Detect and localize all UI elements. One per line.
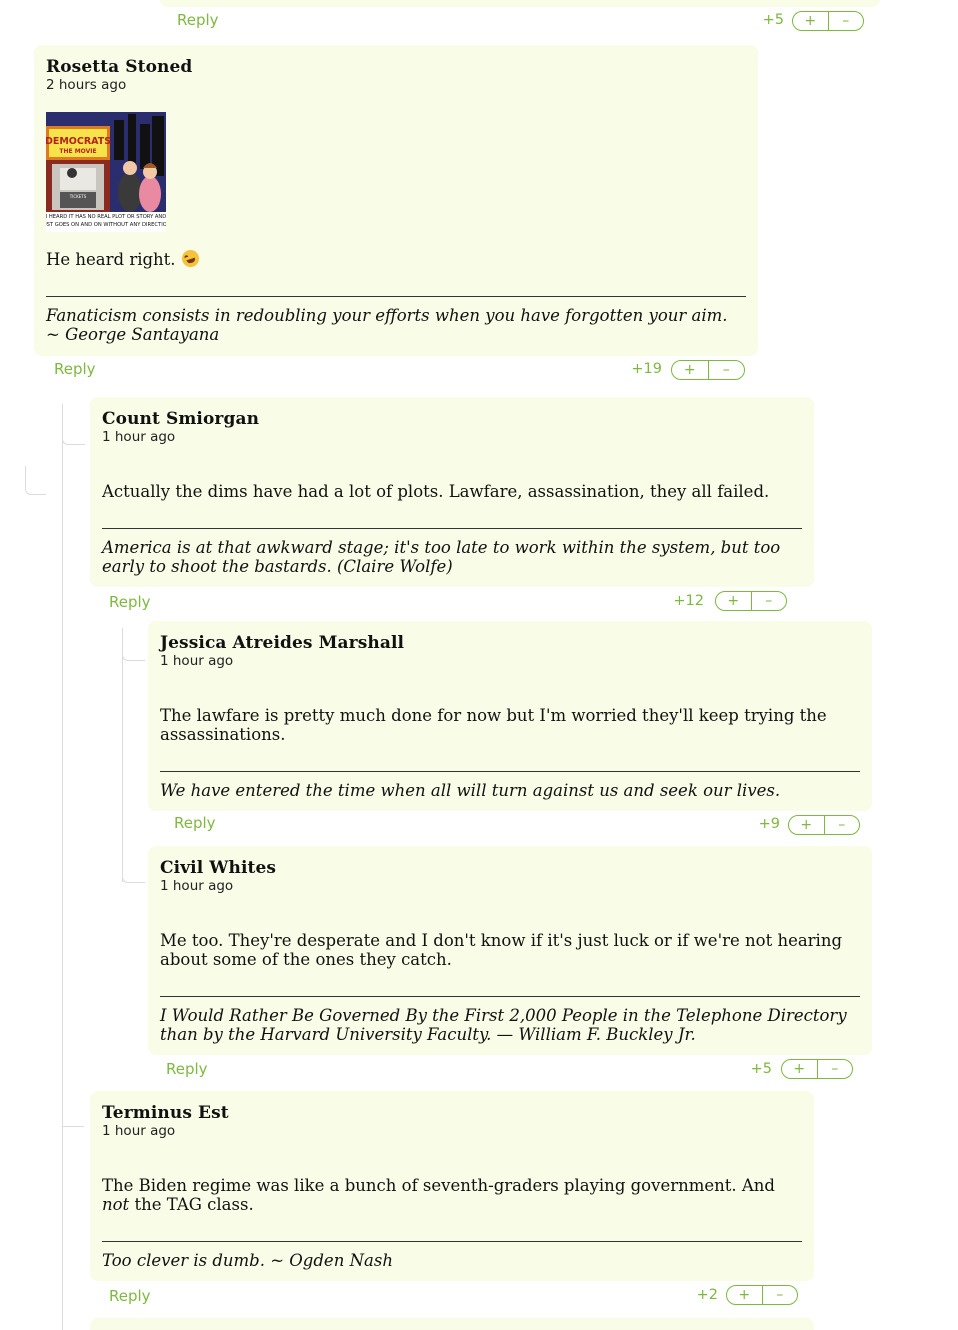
comment-body: The lawfare is pretty much done for now but I'm worried they'll keep trying the assassinations. (160, 706, 827, 744)
comment-text: He heard right. (46, 250, 176, 269)
tickets-text: TICKETS (69, 194, 87, 199)
signature-divider (46, 296, 746, 297)
vote-score: +2 (696, 1287, 718, 1303)
comment-body: Me too. They're desperate and I don't know if it's just luck or if we're not hearing about some of the ones they catch. (160, 931, 843, 969)
laughing-emoji-icon (179, 248, 200, 269)
comment-signature: We have entered the time when all will turn against us and seek our lives. (160, 781, 781, 800)
vote-score: +12 (673, 593, 704, 609)
vote-score: +5 (750, 1061, 772, 1077)
comment-card (90, 1318, 814, 1330)
reply-link[interactable]: Reply (177, 11, 219, 29)
thread-connector (62, 1126, 84, 1127)
comment-timestamp[interactable]: 1 hour ago (160, 653, 234, 669)
vote-control (726, 1285, 798, 1305)
vote-score: +19 (631, 361, 662, 377)
comment-image[interactable] (46, 112, 166, 232)
upvote-button[interactable]: + (793, 12, 829, 30)
comment-author[interactable]: Rosetta Stoned (46, 57, 193, 77)
comment-signature: Too clever is dumb. ~ Ogden Nash (102, 1251, 393, 1270)
vote-control (788, 815, 860, 835)
signature-divider (160, 996, 860, 997)
comment-body (46, 250, 746, 269)
thread-line (62, 404, 63, 1330)
vote-control (781, 1059, 853, 1079)
vote-score: +9 (758, 816, 780, 832)
comment-signature: I Would Rather Be Governed By the First 2,000 People in the Telephone Directory than by the Harvard University Faculty. — William F. Buckley Jr. (160, 1006, 847, 1044)
upvote-button[interactable]: + (716, 592, 752, 610)
thread-connector (25, 466, 46, 495)
comment-emphasis: not (102, 1195, 130, 1214)
upvote-button[interactable]: + (782, 1060, 818, 1078)
signature-divider (102, 528, 802, 529)
comment-card (160, 0, 880, 7)
upvote-button[interactable]: + (789, 816, 825, 834)
comment-timestamp[interactable]: 1 hour ago (102, 1123, 176, 1139)
thread-connector (62, 404, 85, 445)
comment-body: Actually the dims have had a lot of plots. Lawfare, assassination, they all failed. (102, 482, 770, 501)
comment-text: The Biden regime was like a bunch of seventh-graders playing government. And (102, 1176, 775, 1195)
thread-connector (122, 850, 145, 883)
downvote-button[interactable]: – (722, 362, 730, 378)
signature-divider (160, 771, 860, 772)
upvote-button[interactable]: + (727, 1286, 763, 1304)
reply-link[interactable]: Reply (166, 1060, 208, 1078)
downvote-button[interactable]: – (838, 817, 846, 833)
comment-signature: Fanaticism consists in redoubling your efforts when you have forgotten your aim. ~ George Santayana (46, 306, 728, 344)
downvote-button[interactable]: – (831, 1061, 839, 1077)
reply-link[interactable]: Reply (109, 593, 151, 611)
comment-signature: America is at that awkward stage; it's too late to work within the system, but too early to shoot the bastards. (Claire Wolfe) (102, 538, 781, 576)
reply-link[interactable]: Reply (54, 360, 96, 378)
vote-score: +5 (762, 12, 784, 28)
vote-control (792, 11, 864, 31)
reply-link[interactable]: Reply (174, 814, 216, 832)
comment-author[interactable]: Count Smiorgan (102, 409, 260, 429)
downvote-button[interactable]: – (776, 1287, 784, 1303)
comment-timestamp[interactable]: 1 hour ago (160, 878, 234, 894)
comment-author[interactable]: Civil Whites (160, 858, 277, 878)
cartoon-image (46, 112, 166, 232)
comment-body (102, 1176, 802, 1214)
marquee-subtext: THE MOVIE (59, 148, 97, 155)
thread-connector (122, 628, 145, 661)
upvote-button[interactable]: + (672, 361, 709, 379)
vote-control (715, 591, 787, 611)
cartoon-caption: I HEARD IT HAS NO REAL PLOT OR STORY AND (46, 214, 166, 220)
cartoon-caption: JUST GOES ON AND ON WITHOUT ANY DIRECTION (46, 222, 166, 228)
marquee-text: DEMOCRATS (46, 136, 112, 147)
vote-control (671, 360, 745, 380)
comment-text: the TAG class. (129, 1195, 254, 1214)
thread-line (122, 628, 123, 882)
downvote-button[interactable]: – (842, 13, 850, 29)
comment-author[interactable]: Terminus Est (102, 1103, 229, 1123)
signature-divider (102, 1241, 802, 1242)
comment-timestamp[interactable]: 1 hour ago (102, 429, 176, 445)
reply-link[interactable]: Reply (109, 1287, 151, 1305)
comment-author[interactable]: Jessica Atreides Marshall (160, 633, 405, 653)
comment-timestamp[interactable]: 2 hours ago (46, 77, 127, 93)
downvote-button[interactable]: – (765, 593, 773, 609)
